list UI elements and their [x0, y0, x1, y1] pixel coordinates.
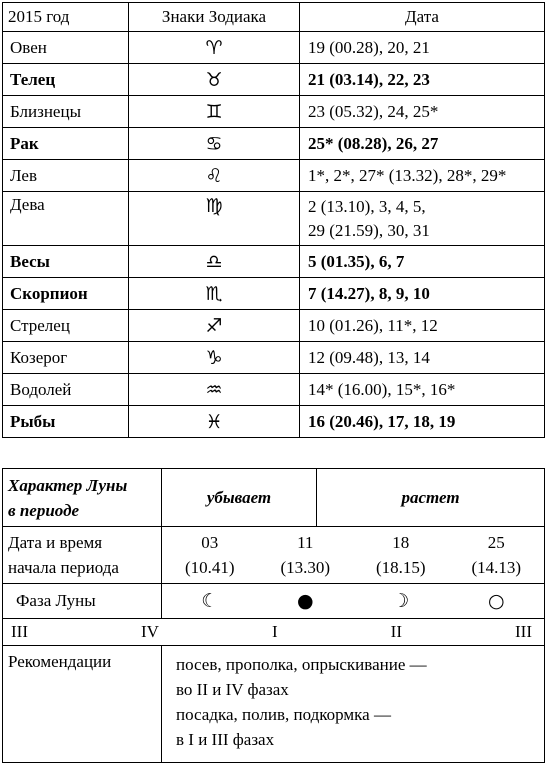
moon-phase-list	[162, 589, 544, 614]
moon-character-label-line-1: Характер Луны	[8, 475, 128, 495]
zodiac-dates	[300, 32, 545, 64]
period-dates-list	[162, 530, 544, 580]
zodiac-row	[3, 192, 545, 246]
period-time: (18.15)	[375, 558, 426, 577]
zodiac-glyph-cell	[129, 32, 300, 64]
moon-quarter: I	[271, 622, 278, 641]
full-moon-icon: ○	[487, 589, 505, 612]
recommendation-line: посев, прополка, опрыскивание —	[176, 655, 427, 674]
zodiac-header-row	[3, 3, 545, 32]
moon-phase-cell	[162, 589, 258, 614]
zodiac-date-line: 1*, 2*, 27* (13.32), 28*, 29*	[308, 165, 507, 185]
zodiac-sign-icon: ♌︎	[205, 164, 223, 187]
waxing-crescent-icon: ☽	[392, 589, 410, 612]
period-dates-label	[3, 527, 162, 584]
period-dates-row	[3, 527, 545, 584]
zodiac-sign-icon: ♐︎	[205, 314, 223, 337]
recommendation-line: посадка, полив, подкормка —	[176, 705, 391, 724]
zodiac-sign-name: Козерог	[3, 342, 129, 374]
quarters-row	[3, 619, 545, 646]
zodiac-date-line: 2 (13.10), 3, 4, 5,	[308, 196, 426, 216]
zodiac-row	[3, 278, 545, 310]
moon-quarter: II	[390, 622, 402, 641]
zodiac-date-line: 12 (09.48), 13, 14	[308, 347, 430, 367]
moon-phase-cell	[258, 589, 354, 614]
zodiac-sign-name: Стрелец	[3, 310, 129, 342]
waning-crescent-icon: ☾	[201, 589, 219, 612]
zodiac-date-line: 25* (08.28), 26, 27	[308, 133, 439, 153]
waning-label: убывает	[162, 469, 317, 527]
zodiac-sign-name: Рыбы	[3, 406, 129, 438]
zodiac-glyph-cell	[129, 310, 300, 342]
zodiac-sign-icon: ♓︎	[205, 410, 223, 433]
recommendations-text	[162, 646, 545, 763]
quarters-list	[3, 622, 544, 642]
moon-phase-cell	[353, 589, 449, 614]
zodiac-dates	[300, 160, 545, 192]
zodiac-dates	[300, 128, 545, 160]
zodiac-glyph-cell	[129, 64, 300, 96]
recommendation-line: в I и III фазах	[176, 730, 275, 749]
zodiac-row	[3, 160, 545, 192]
moon-quarter: IV	[141, 622, 159, 641]
period-day: 25	[487, 533, 505, 552]
zodiac-dates	[300, 342, 545, 374]
zodiac-sign-name: Овен	[3, 32, 129, 64]
zodiac-sign-icon: ♑︎	[205, 346, 223, 369]
zodiac-glyph-cell	[129, 192, 300, 246]
quarters-cell	[3, 619, 545, 646]
recommendations-row	[3, 646, 545, 763]
moon-quarter: III	[515, 622, 532, 641]
zodiac-date-line: 14* (16.00), 15*, 16*	[308, 379, 456, 399]
zodiac-date-line: 23 (05.32), 24, 25*	[308, 101, 439, 121]
period-dates-cells	[162, 527, 545, 584]
zodiac-body	[3, 32, 545, 438]
period-time: (14.13)	[471, 558, 522, 577]
zodiac-glyph-cell	[129, 160, 300, 192]
zodiac-table	[2, 2, 545, 438]
moon-phase-label: Фаза Луны	[3, 584, 162, 619]
period-start	[449, 530, 545, 580]
period-day: 03	[201, 533, 219, 552]
zodiac-glyph-cell	[129, 96, 300, 128]
zodiac-glyph-cell	[129, 278, 300, 310]
zodiac-sign-icon: ♏︎	[205, 282, 223, 305]
zodiac-row	[3, 310, 545, 342]
period-dates-label-line-2: начала периода	[8, 558, 119, 577]
zodiac-dates	[300, 64, 545, 96]
zodiac-sign-icon: ♎︎	[205, 250, 223, 273]
recommendation-line: во II и IV фазах	[176, 680, 289, 699]
signs-header: Знаки Зодиака	[129, 3, 300, 32]
period-day: 11	[297, 533, 314, 552]
period-dates-label-line-1: Дата и время	[8, 533, 103, 552]
moon-character-label	[3, 469, 162, 527]
zodiac-sign-name: Скорпион	[3, 278, 129, 310]
zodiac-row	[3, 128, 545, 160]
zodiac-sign-name: Рак	[3, 128, 129, 160]
period-start	[162, 530, 258, 580]
zodiac-dates	[300, 246, 545, 278]
zodiac-sign-name: Дева	[3, 192, 129, 246]
period-time: (13.30)	[280, 558, 331, 577]
moon-phase-cells	[162, 584, 545, 619]
zodiac-dates	[300, 278, 545, 310]
zodiac-glyph-cell	[129, 246, 300, 278]
zodiac-sign-icon: ♍︎	[205, 195, 223, 217]
moon-phase-row	[3, 584, 545, 619]
moon-table	[2, 468, 545, 763]
zodiac-date-line: 5 (01.35), 6, 7	[308, 251, 405, 271]
zodiac-sign-name: Водолей	[3, 374, 129, 406]
zodiac-row	[3, 64, 545, 96]
moon-phase-cell	[449, 589, 545, 614]
zodiac-sign-name: Близнецы	[3, 96, 129, 128]
year-header: 2015 год	[3, 3, 129, 32]
moon-character-label-line-2: в периоде	[8, 500, 80, 520]
zodiac-glyph-cell	[129, 128, 300, 160]
zodiac-row	[3, 96, 545, 128]
period-time: (10.41)	[184, 558, 235, 577]
zodiac-sign-icon: ♉︎	[205, 68, 223, 91]
zodiac-glyph-cell	[129, 406, 300, 438]
zodiac-sign-icon: ♋︎	[205, 132, 223, 155]
zodiac-row	[3, 32, 545, 64]
zodiac-row	[3, 342, 545, 374]
zodiac-dates	[300, 310, 545, 342]
zodiac-row	[3, 374, 545, 406]
zodiac-dates	[300, 374, 545, 406]
zodiac-sign-icon: ♒︎	[205, 378, 223, 401]
waxing-label: растет	[317, 469, 545, 527]
zodiac-dates	[300, 406, 545, 438]
zodiac-row	[3, 246, 545, 278]
zodiac-sign-icon: ♈︎	[205, 36, 223, 59]
zodiac-sign-name: Телец	[3, 64, 129, 96]
zodiac-date-line: 10 (01.26), 11*, 12	[308, 315, 438, 335]
zodiac-dates	[300, 192, 545, 246]
period-day: 18	[392, 533, 410, 552]
zodiac-date-line: 16 (20.46), 17, 18, 19	[308, 411, 456, 431]
recommendations-label: Рекомендации	[3, 646, 162, 763]
zodiac-sign-name: Весы	[3, 246, 129, 278]
zodiac-sign-icon: ♊︎	[205, 100, 223, 123]
date-header: Дата	[300, 3, 545, 32]
zodiac-sign-name: Лев	[3, 160, 129, 192]
period-start	[353, 530, 449, 580]
moon-character-row	[3, 469, 545, 527]
period-start	[258, 530, 354, 580]
zodiac-date-line: 19 (00.28), 20, 21	[308, 37, 430, 57]
zodiac-glyph-cell	[129, 342, 300, 374]
zodiac-date-line: 7 (14.27), 8, 9, 10	[308, 283, 430, 303]
zodiac-glyph-cell	[129, 374, 300, 406]
zodiac-row	[3, 406, 545, 438]
moon-quarter: III	[11, 622, 28, 641]
zodiac-date-line: 21 (03.14), 22, 23	[308, 69, 430, 89]
new-moon-icon: ●	[296, 589, 314, 612]
zodiac-dates	[300, 96, 545, 128]
zodiac-date-line: 29 (21.59), 30, 31	[308, 220, 430, 240]
